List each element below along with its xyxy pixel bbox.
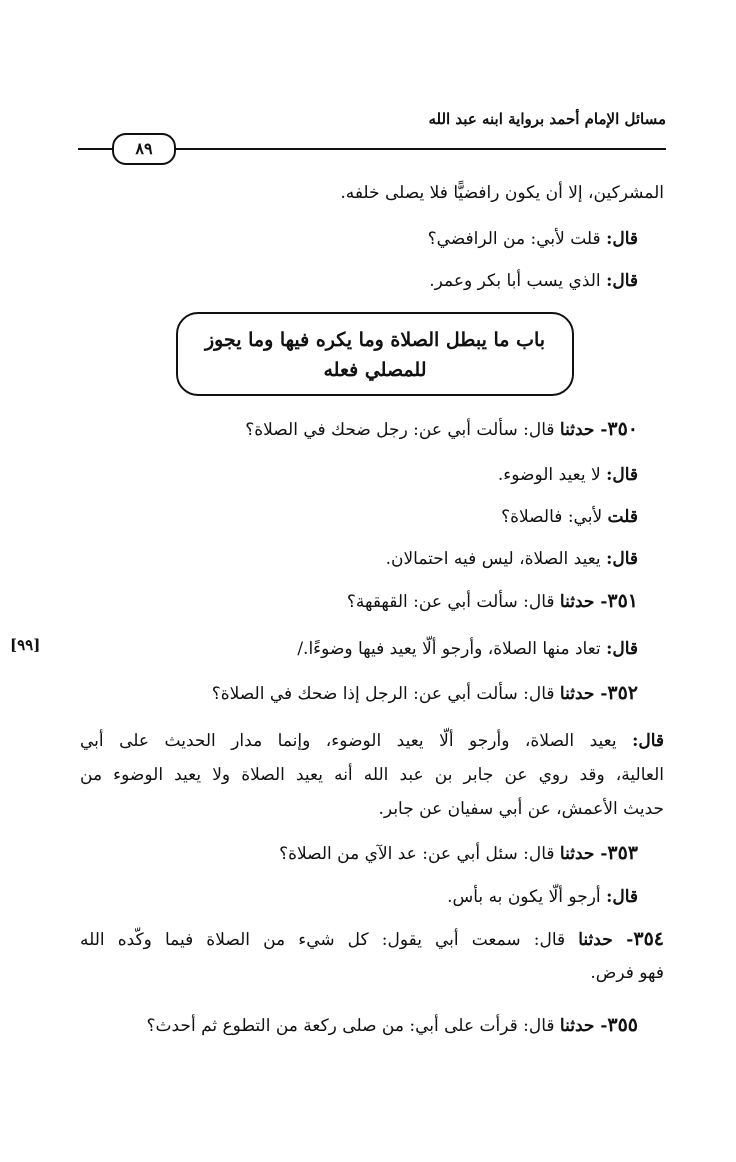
hadith-line: [279, 840, 638, 867]
margin-reference: [٩٩]: [10, 636, 41, 654]
narration-keyword: - حدثنا: [559, 684, 608, 704]
line-text: العالية، وقد روي عن جابر بن عبد الله أنه يعيد الصلاة ولا يعيد الوضوء من: [80, 765, 664, 785]
line-text: يعيد الصلاة، ليس فيه احتمالان.: [385, 549, 607, 569]
speaker-keyword: قال:: [606, 639, 638, 659]
text-line: [501, 504, 638, 530]
hadith-number: ٣٥٣: [607, 842, 638, 864]
line-text: حديث الأعمش، عن أبي سفيان عن جابر.: [378, 799, 664, 819]
narration-keyword: - حدثنا: [559, 592, 608, 612]
narration-keyword: - حدثنا: [559, 1016, 608, 1036]
line-text: الذي يسب أبا بكر وعمر.: [429, 271, 607, 291]
line-text: فهو فرض.: [590, 963, 664, 983]
speaker-keyword: قال:: [606, 887, 638, 907]
text-line: [498, 462, 638, 488]
text-line: [80, 762, 664, 788]
text-line: [80, 728, 664, 754]
line-text: يعيد الصلاة، وأرجو ألّا يعيد الوضوء، وإنما مدار الحديث على أبي: [80, 731, 633, 751]
text-line: [379, 796, 664, 822]
narration-keyword: - حدثنا: [559, 844, 608, 864]
hadith-number: ٣٥٢: [607, 682, 638, 704]
hadith-line: [347, 588, 638, 615]
hadith-number: ٣٥٤: [633, 928, 664, 950]
line-text: لا يعيد الوضوء.: [497, 465, 607, 485]
hadith-line: [245, 416, 638, 443]
speaker-keyword: قال:: [606, 271, 638, 291]
narration-keyword: - حدثنا: [559, 420, 608, 440]
line-text: قال: سألت أبي عن: الرجل إذا ضحك في الصلاة؟: [211, 684, 560, 704]
speaker-keyword: قلت: [607, 507, 638, 527]
hadith-line: [212, 680, 638, 707]
line-text: قال: سألت أبي عن: رجل ضحك في الصلاة؟: [245, 420, 560, 440]
text-line: [429, 268, 638, 294]
text-line: [447, 884, 638, 910]
speaker-keyword: قال:: [606, 549, 638, 569]
page-number: ٨٩: [112, 133, 176, 165]
line-text: قال: قرأت على أبي: من صلى ركعة من التطوع ثم أحدث؟: [146, 1016, 560, 1036]
hadith-number: ٣٥١: [607, 590, 638, 612]
line-text: المشركين، إلا أن يكون رافضيًّا فلا يصلى خلفه.: [340, 183, 664, 203]
text-line: [590, 960, 664, 986]
chapter-heading-box: [176, 312, 574, 396]
hadith-line: [80, 926, 664, 953]
hadith-number: ٣٥٥: [607, 1014, 638, 1036]
line-text: قال: سئل أبي عن: عد الآي من الصلاة؟: [279, 844, 560, 864]
speaker-keyword: قال:: [632, 731, 664, 751]
line-text: قال: سألت أبي عن: القهقهة؟: [346, 592, 560, 612]
line-text: قلت لأبي: من الرافضي؟: [427, 229, 607, 249]
chapter-title-line1: باب ما يبطل الصلاة وما يكره فيها وما يجوز: [204, 329, 546, 351]
speaker-keyword: قال:: [606, 465, 638, 485]
line-text: تعاد منها الصلاة، وأرجو ألّا يعيد فيها وضوءًا./: [297, 639, 607, 659]
hadith-number: ٣٥٠: [607, 418, 638, 440]
text-line: [340, 180, 664, 206]
text-line: [386, 546, 638, 572]
narration-keyword: - حدثنا: [578, 930, 634, 950]
hadith-line: [146, 1012, 638, 1039]
running-title: مسائل الإمام أحمد برواية ابنه عبد الله: [428, 110, 666, 128]
line-text: أرجو ألّا يكون به بأس.: [447, 887, 607, 907]
line-text: قال: سمعت أبي يقول: كل شيء من الصلاة فيما وكّده الله: [80, 930, 579, 950]
line-text: لأبي: فالصلاة؟: [501, 507, 608, 527]
chapter-title-line2: للمصلي فعله: [323, 359, 427, 381]
text-line: [428, 226, 638, 252]
text-line: [297, 636, 638, 662]
speaker-keyword: قال:: [606, 229, 638, 249]
